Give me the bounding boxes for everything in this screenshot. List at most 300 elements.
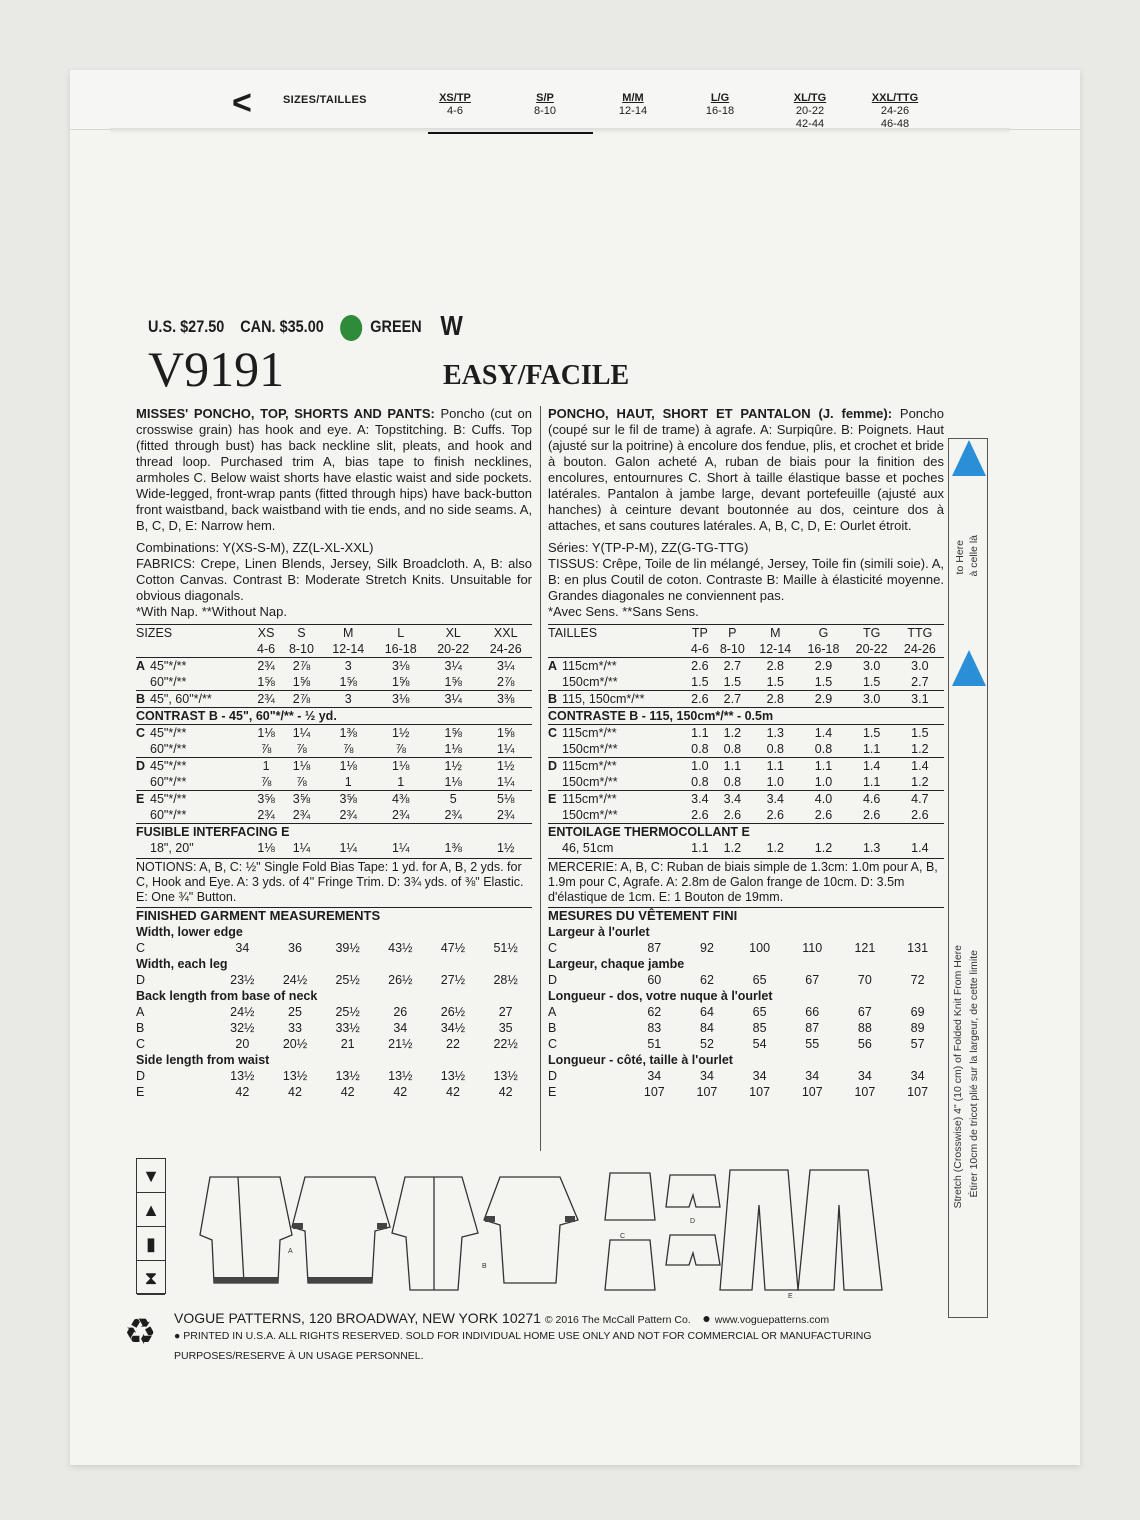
yardage-cell: 1⅝ [392,675,410,689]
measurement-cell: 69 [910,1005,925,1019]
yardage-cell: 5 [427,791,479,808]
measurement-cell: 54 [752,1037,767,1051]
sketch-pants-e-front [720,1170,798,1290]
yardage-cell: 0.8 [691,742,709,756]
size-column [860,92,930,131]
sketch-label-b: B [482,1263,487,1270]
table-row [136,641,532,658]
yardage-cell: 1.1 [799,758,847,775]
size-range-cell: 12-14 [759,642,792,656]
yardage-cell: 2.6 [691,808,709,822]
measurement-cell: 26½ [440,1005,466,1019]
pattern-symbols [136,1158,166,1294]
measurement-cell: 87 [805,1021,820,1035]
price-letter: W [440,310,463,341]
yardage-cell: 3⅝ [322,791,374,808]
size-range-metric: 42-44 [795,118,825,130]
size-header-cell: M [751,625,799,642]
yardage-cell: 2¾ [292,808,311,822]
table-row [136,840,532,856]
size-range-cell: 8-10 [288,642,314,656]
footer-address-line: VOGUE PATTERNS, 120 BROADWAY, NEW YORK 10271 © 2016 The McCall Pattern Co. ● www.voguepatterns.com [174,1310,830,1326]
measurement-cell: 83 [647,1021,662,1035]
yardage-cell: 1.0 [766,775,784,789]
measurement-cell: 13½ [493,1069,518,1083]
view-cell: D [136,758,150,775]
notions: NOTIONS: A, B, C: ½" Single Fold Bias Tape: 1 yd. for A, B, 2 yds. for C, Hook and Eye. A: 3 yds. of 4" Fringe Trim. D: 3¾ yds. of ⅜" Elastic. E: One ¾" Button. [136,858,532,905]
sketch-pants-e-back [798,1170,882,1290]
yardage-cell: 1.5 [766,675,784,689]
yardage-cell: 1.1 [686,725,713,742]
sketch-poncho-b-trim [308,1277,372,1283]
table-row [136,972,532,988]
sketch-top-c-back [605,1240,655,1290]
pattern-symbol-icon: ▮ [137,1227,165,1261]
size-range-cell: 16-18 [807,642,840,656]
yardage-cell: 2¾ [497,808,515,822]
sketch-poncho-b-back-cuff-left [485,1216,495,1222]
measurement-cell: 42 [235,1085,250,1099]
table-row [136,1020,532,1036]
view-cell [548,674,562,691]
table-row [548,725,944,742]
yardage-cell: 1.2 [713,725,751,742]
measurement-cell: 22 [446,1037,460,1051]
fabrics: TISSUS: Crêpe, Toile de lin mélangé, Jersey, Toile fin (simili soie). A, B: en plus Coutil de coton. Contraste B: Maille à élasticité moyenne. Grandes diagonales ne conviennent pas. [548,556,944,603]
yardage-cell: 1½ [497,841,515,855]
size-range-cell: 20-22 [855,642,888,656]
table-row [136,625,532,642]
width-cell: 46, 51cm [562,841,614,855]
yardage-cell: ⅞ [343,742,354,756]
table-row [548,1004,944,1020]
table-row [548,972,944,988]
sketch-label-e: E [788,1293,793,1300]
yardage-cell: 1.5 [814,675,833,689]
measurement-cell: 22½ [493,1037,518,1051]
sketch-poncho-a-front [200,1177,292,1283]
table-row [548,741,944,758]
yardage-cell: 2¾ [392,808,410,822]
yardage-cell: 1.4 [911,841,929,855]
width-cell: 150cm*/** [562,742,618,756]
yardage-cell: 2⅞ [281,658,322,675]
view-cell [136,840,150,856]
measurement-cell: 70 [857,973,872,987]
measurement-cell: 51½ [493,941,518,955]
price-can: CAN. $35.00 [240,317,324,336]
yardage-cell: 3¼ [427,691,479,708]
size-code: XXL/TTG [871,92,919,104]
finished-measurements [548,907,944,1100]
yardage-cell: 1.4 [896,758,944,775]
measurement-cell: 20 [235,1037,250,1051]
measurement-cell: 55 [805,1037,820,1051]
yardage-cell: 1⅛ [281,758,322,775]
table-row [548,956,944,972]
table-row [548,674,944,691]
nap-note: *With Nap. **Without Nap. [136,604,288,619]
yardage-cell: 2.7 [713,691,751,708]
sketch-poncho-a-back [392,1177,478,1290]
table-row [136,824,532,841]
yardage-cell: 1½ [427,758,479,775]
measurement-cell: 85 [752,1021,767,1035]
view-cell: C [136,725,150,742]
view-cell [136,674,150,691]
yardage-cell: 1.3 [751,725,799,742]
yardage-cell: 1.0 [814,775,833,789]
view-cell: C [548,941,558,955]
combinations: Séries: Y(TP-P-M), ZZ(G-TG-TTG) [548,540,749,555]
interfacing-heading: FUSIBLE INTERFACING E [136,824,532,841]
yardage-cell: 2¾ [257,808,275,822]
size-code: S/P [536,92,554,104]
measurement-cell: 34 [857,1069,872,1083]
yardage-cell: 1⅛ [374,758,426,775]
table-row [548,840,944,856]
measurement-cell: 107 [907,1085,929,1099]
table-row [136,1052,532,1068]
size-code: XL/TG [793,92,827,104]
yardage-cell: 3⅛ [374,658,426,675]
yardage-cell: 0.8 [723,775,742,789]
size-header-cell: L [374,625,426,642]
width-cell: 45", 60"*/** [150,691,251,708]
measurement-cell: 13½ [440,1069,466,1083]
yardage-cell: 3⅜ [479,691,532,708]
sketch-label-d: D [690,1218,696,1225]
measurement-cell: 42 [340,1085,355,1099]
measurement-cell: 89 [910,1021,925,1035]
measurement-cell: 43½ [388,941,413,955]
description-title: PONCHO, HAUT, SHORT ET PANTALON (J. femme): [548,406,893,421]
garment-sketches [200,1165,940,1300]
size-range: 12-14 [618,105,648,117]
sizes-label: SIZES/TAILLES [283,94,367,106]
size-header-cell: XL [427,625,479,642]
measurement-cell: 34 [235,941,250,955]
size-range-cell: 24-26 [489,642,522,656]
width-cell: 115cm*/** [562,658,686,675]
yardage-cell: 1.2 [814,841,833,855]
size-column [598,92,668,118]
table-row [136,708,532,725]
view-cell [548,807,562,824]
sketch-poncho-a-trim [214,1277,278,1283]
width-cell: 115cm*/** [562,758,686,775]
table-row [136,741,532,758]
sketch-poncho-b-cuff-right [377,1223,387,1229]
yardage-cell: 1.2 [911,742,929,756]
yardage-cell: ⅞ [296,742,307,756]
yardage-cell: ⅞ [260,775,272,789]
table-row [136,988,532,1004]
table-row [136,791,532,808]
yardage-cell: 2.9 [799,658,847,675]
yardage-cell: 1⅛ [322,758,374,775]
measurement-cell: 66 [805,1005,820,1019]
contrast-heading: CONTRAST B - 45", 60"*/** - ½ yd. [136,708,532,725]
measurement-cell: 65 [752,973,767,987]
size-column [420,92,490,118]
measurements-table [548,924,944,1100]
measurement-cell: 25 [288,1005,302,1019]
view-cell: E [548,1085,557,1099]
measurement-cell: 27½ [440,973,466,987]
description [136,406,532,534]
size-underline [428,132,593,134]
yardage-cell: 2⅞ [281,691,322,708]
size-range: 4-6 [447,105,463,117]
view-cell: E [136,1085,145,1099]
table-row [136,774,532,791]
view-cell: A [136,658,150,675]
yardage-cell: ⅞ [260,742,272,756]
view-cell: A [548,658,562,675]
measurement-cell: 33 [288,1021,302,1035]
measurement-cell: 13½ [335,1069,360,1083]
description-body: Poncho (coupé sur le fil de trame) à agrafe. A: Surpiqûre. B: Poignets. Haut (ajusté sur la poitrine) à encolure dos fendue, plis, et crochet et bride à bouton. Galon acheté A, ruban de biais pour la finition des encolures, entournures C. Short à taille élastique basse et poches latérales. Pantalon à jambe large, devant portefeuille (ajusté aux hanches) à ceinture devant boutonnée au dos, ceinture dos à attaches, et sans coutures latérales. A, B, C, D, E: Ourlet étroit. [548,406,944,533]
yardage-cell: 4.6 [848,791,896,808]
pattern-symbol-icon: ⧗ [137,1261,165,1295]
size-column [685,92,755,118]
width-cell: 60"*/** [150,775,187,789]
table-row [548,1084,944,1100]
size-column [510,92,580,118]
table-row [548,924,944,940]
price-us: U.S. $27.50 [148,317,225,336]
yardage-cell: 1.5 [862,675,881,689]
contrast-heading: CONTRASTE B - 115, 150cm*/** - 0.5m [548,708,944,725]
measurement-cell: 107 [643,1085,665,1099]
sketch-shorts-d-front [666,1175,720,1207]
yardage-cell: 1¼ [392,841,410,855]
measurement-cell: 107 [801,1085,823,1099]
yardage-cell: 2⅞ [497,675,515,689]
measurement-cell: 33½ [335,1021,360,1035]
yardage-cell: 3.4 [751,791,799,808]
yardage-cell: 1.3 [862,841,881,855]
measurement-cell: 13½ [282,1069,308,1083]
table-row [548,1036,944,1052]
measurement-cell: 65 [752,1005,767,1019]
measurement-cell: 87 [647,941,662,955]
view-cell: D [548,1069,558,1083]
footer-url: www.voguepatterns.com [714,1314,830,1326]
table-row [136,1004,532,1020]
size-header-cell: TTG [896,625,944,642]
measurement-cell: 35 [498,1021,513,1035]
yardage-cell: 1.5 [848,725,896,742]
view-cell: A [548,1005,557,1019]
view-cell [136,774,150,791]
yardage-cell: 3.4 [713,791,751,808]
table-row [136,956,532,972]
yardage-cell: ⅞ [395,742,406,756]
sketch-poncho-a-front-opening [238,1177,244,1283]
yardage-cell: 3⅝ [251,791,281,808]
pattern-symbol-icon: ▼ [137,1159,165,1193]
yardage-cell: 2.6 [766,808,784,822]
yardage-cell: 1.1 [691,841,709,855]
table-row [136,924,532,940]
yardage-cell: 2.6 [686,691,713,708]
yardage-cell: 1⅛ [444,742,462,756]
price-line [148,310,475,342]
yardage-cell: 1⅝ [339,675,357,689]
width-cell: 60"*/** [150,808,187,822]
width-cell: 45"*/** [150,758,251,775]
yardage-cell: 3 [322,658,374,675]
yardage-cell: 0.8 [766,742,784,756]
footer-address: VOGUE PATTERNS, 120 BROADWAY, NEW YORK 10271 [174,1310,541,1326]
yardage-cell: 2.6 [862,808,881,822]
size-range-cell: 4-6 [257,642,276,656]
yardage-cell: 0.8 [814,742,833,756]
stretch-text-fr: Étirer 10cm de tricot plié sur la largeur, de cette limite [968,950,980,1198]
view-cell [136,807,150,824]
yardage-cell: 1.1 [862,742,881,756]
yardage-cell: 3 [322,691,374,708]
measurement-cell: 24½ [282,973,308,987]
measurement-cell: 67 [805,973,820,987]
size-range-cell: 20-22 [437,642,470,656]
view-cell [548,774,562,791]
yardage-cell: 1⅝ [427,725,479,742]
measurement-cell: 26½ [388,973,413,987]
size-header-cell: XS [251,625,281,642]
view-cell: C [136,1037,146,1051]
yardage-cell: 2.8 [751,691,799,708]
measurement-cell: 47½ [440,941,466,955]
measurement-heading: Longueur - côté, taille à l'ourlet [548,1053,733,1067]
yardage-cell: 1¼ [292,841,311,855]
pattern-number: V9191 [148,341,285,397]
yardage-cell: 4⅜ [374,791,426,808]
size-code: M/M [622,92,644,104]
footer-purposes: PURPOSES/RESERVE À UN USAGE PERSONNEL. [174,1350,424,1362]
measurement-cell: 20½ [282,1037,308,1051]
yardage-cell: 1.2 [723,841,742,855]
stretch-text-en: Stretch (Crosswise) 4" (10 cm) of Folded Knit From Here [952,945,964,1209]
yardage-cell: 1.1 [751,758,799,775]
measurement-cell: 62 [647,1005,662,1019]
measurement-cell: 67 [857,1005,872,1019]
table-row [548,1068,944,1084]
footer-copyright: © 2016 The McCall Pattern Co. [544,1314,691,1326]
fabrics: FABRICS: Crepe, Linen Blends, Jersey, Silk Broadcloth. A, B: also Cotton Canvas. Contrast B: Moderate Stretch Knits. Unsuitable for obvious diagonals. [136,556,532,603]
stretch-arrow-top [952,440,986,476]
a-cette-text: à celle là [968,535,980,577]
yardage-cell: 1⅛ [257,841,275,855]
yardage-cell: 1.2 [911,775,929,789]
measurement-cell: 92 [700,941,714,955]
size-range: 20-22 [795,105,825,117]
width-cell: 60"*/** [150,675,187,689]
yardage-table [136,624,532,856]
yardage-cell: 4.0 [799,791,847,808]
yardage-cell: 5⅛ [479,791,532,808]
measurement-cell: 21 [340,1037,355,1051]
measurement-cell: 27 [498,1005,513,1019]
yardage-cell: 1.1 [713,758,751,775]
measurement-cell: 60 [647,973,662,987]
yardage-cell: 3⅝ [281,791,322,808]
yardage-cell: 1½ [374,725,426,742]
recycle-icon: ♻ [124,1311,157,1352]
sketch-label-a: A [288,1248,293,1255]
yardage-cell: 1⅝ [257,675,275,689]
measurement-heading: Largeur, chaque jambe [548,957,685,971]
yardage-cell: 2.6 [723,808,742,822]
table-row [136,1084,532,1100]
table-row [548,791,944,808]
size-column [775,92,845,131]
size-code: XS/TP [439,92,471,104]
yardage-cell: 3¼ [479,658,532,675]
table-row [136,691,532,708]
measurement-heading: Width, lower edge [136,925,243,939]
view-cell [548,741,562,758]
yardage-cell: 2.7 [911,675,929,689]
measurement-cell: 13½ [388,1069,413,1083]
table-row [136,1068,532,1084]
measurement-cell: 64 [700,1005,714,1019]
measurement-cell: 34 [910,1069,925,1083]
yardage-cell: 3.0 [896,658,944,675]
width-cell: 115cm*/** [562,791,686,808]
measurement-cell: 25½ [335,973,360,987]
view-cell: E [548,791,562,808]
measurement-cell: 42 [446,1085,460,1099]
yardage-cell: 2¾ [339,808,357,822]
measurement-cell: 34 [752,1069,767,1083]
sketch-poncho-b-back [484,1177,578,1283]
finished-measurements-title: MESURES DU VÊTEMENT FINI [548,908,738,923]
yardage-cell: 3⅛ [374,691,426,708]
width-cell: 150cm*/** [562,808,618,822]
measurement-cell: 34 [393,1021,408,1035]
description-title: MISSES' PONCHO, TOP, SHORTS AND PANTS: [136,406,435,421]
measurement-heading: Largeur à l'ourlet [548,925,650,939]
size-header-cell: M [322,625,374,642]
table-row [136,940,532,956]
width-cell: 45"*/** [150,658,251,675]
yardage-cell: ⅞ [296,775,307,789]
notions: MERCERIE: A, B, C: Ruban de biais simple de 1.3cm: 1.0m pour A, B, 1.9m pour C, Agrafe. A: 2.8m de Galon frange de 10cm. D: 3.5m d'élastique de 1cm. E: 1 Bouton de 19mm. [548,858,944,905]
measurement-cell: 57 [910,1037,925,1051]
table-row [548,658,944,675]
measurement-cell: 42 [498,1085,513,1099]
difficulty: EASY/FACILE [443,360,630,391]
sketch-poncho-b-cuff-left [293,1223,303,1229]
size-range-cell: 8-10 [719,642,745,656]
finished-measurements [136,907,532,1100]
yardage-cell: 1½ [479,758,532,775]
width-cell: 18", 20" [150,841,194,855]
sketch-poncho-b-front [292,1177,390,1283]
size-range-cell: 12-14 [332,642,365,656]
yardage-cell: 1⅝ [444,675,462,689]
size-header-cell: XXL [479,625,532,642]
measurement-cell: 56 [857,1037,872,1051]
view-cell [548,840,562,856]
measurement-cell: 32½ [230,1021,255,1035]
view-cell: B [548,1021,557,1035]
yardage-cell: 1 [344,775,352,789]
yardage-cell: 3.0 [848,658,896,675]
